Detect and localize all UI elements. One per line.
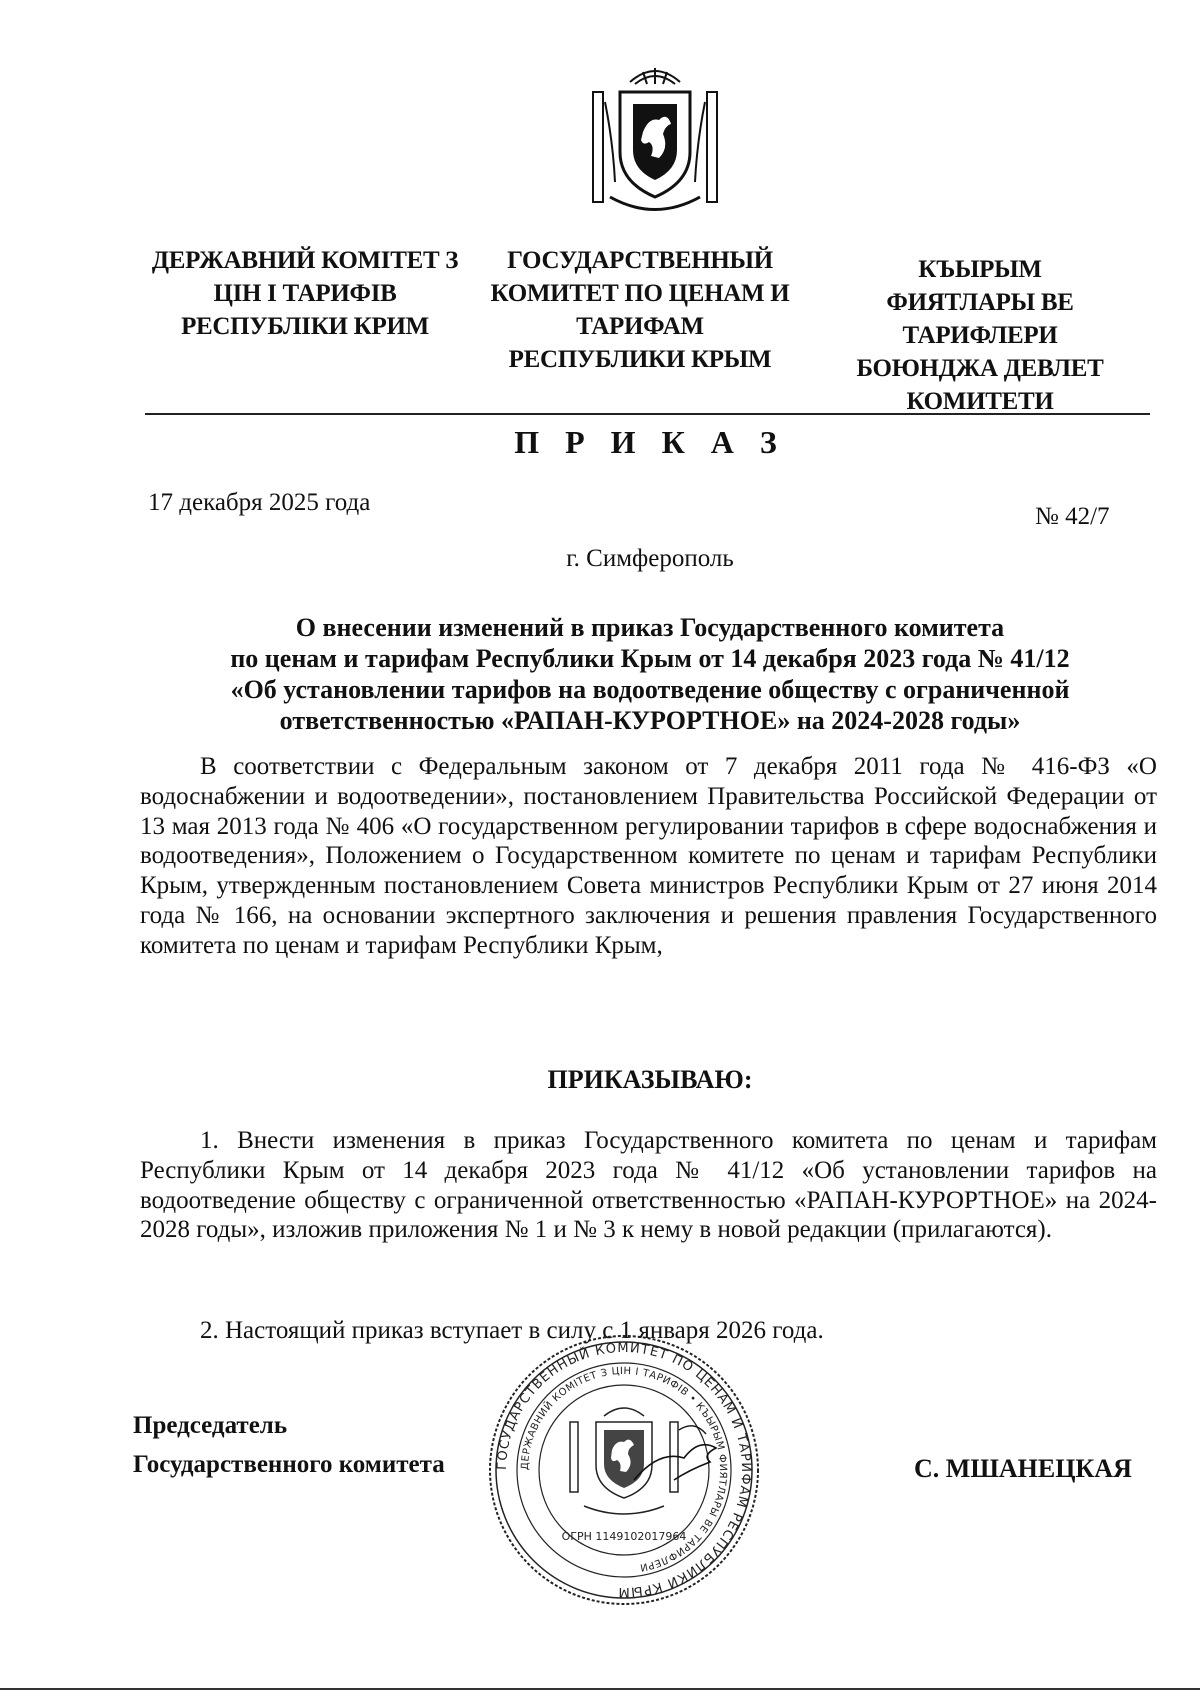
header-crh-line: БОЮНДЖА ДЕВЛЕТ: [856, 355, 1104, 382]
document-number: № 42/7: [1035, 503, 1110, 530]
header-crh-line: ФИЯТЛАРЫ ВЕ ТАРИФЛЕРИ: [886, 289, 1074, 349]
header-ru-line: КОМИТЕТ ПО ЦЕНАМ И: [490, 280, 790, 307]
header-ru: [480, 244, 800, 376]
header-divider: [145, 413, 1150, 415]
header-crh-line: КЪЫРЫМ: [918, 256, 1042, 283]
header-crh-line: КОМИТЕТИ: [906, 388, 1054, 415]
header-ua-line: РЕСПУБЛІКИ КРИМ: [181, 313, 429, 340]
header-crh: [810, 253, 1150, 418]
header-ua: [150, 244, 460, 343]
document-date: 17 декабря 2025 года: [148, 489, 371, 516]
footer-divider: [0, 1688, 1200, 1690]
document-title: П Р И К А З: [514, 424, 786, 460]
order-item-1: 1. Внести изменения в приказ Государственного комитета по ценам и тарифам Республики Крым от 14 декабря 2023 года № 41/12 «Об установлении тарифов на водоотведение обществу с ограниченной ответственностью «РАПАН-КУРОРТНОЕ» на 2024-2028 годы», изложив приложения № 1 и № 3 к нему в новой редакции (прилагаются).: [140, 1127, 1157, 1244]
header-ua-line: ДЕРЖАВНИЙ КОМІТЕТ З: [151, 247, 459, 274]
document-city: г. Симферополь: [566, 545, 734, 572]
subject-line: ответственностью «РАПАН-КУРОРТНОЕ» на 2024-2028 годы»: [279, 706, 1021, 735]
preamble-paragraph: В соответствии с Федеральным законом от 7 декабря 2011 года № 416-ФЗ «О водоснабжении и водоотведении», постановлением Правительства Российской Федерации от 13 мая 2013 года № 406 «О государственном регулировании тарифов в сфере водоснабжения и водоотведения», Положением о Государственном комитете по ценам и тарифам Республики Крым, утвержденным постановлением Совета министров Республики Крым от 27 июня 2014 года № 166, на основании экспертного заключения и решения правления Государственного комитета по ценам и тарифам Республики Крым,: [140, 753, 1157, 959]
subject-line: О внесении изменений в приказ Государственного комитета: [295, 613, 1005, 642]
signatory-name: С. МШАНЕЦКАЯ: [914, 1454, 1132, 1483]
seal-ogrn: ОГРН 1149102017964: [561, 1530, 687, 1543]
subject-line: «Об установлении тарифов на водоотведение обществу с ограниченной: [230, 675, 1070, 704]
seal-outer-text: ГОСУДАРСТВЕННЫЙ КОМИТЕТ ПО ЦЕНАМ И ТАРИФАМ РЕСПУБЛИКИ КРЫМ: [494, 1340, 754, 1600]
crimea-coat-of-arms-icon: [585, 62, 725, 212]
document-subject: [190, 612, 1110, 736]
signatory-title: [133, 1406, 445, 1484]
header-ru-line: ТАРИФАМ: [576, 313, 704, 340]
header-ua-line: ЦІН І ТАРИФІВ: [213, 280, 397, 307]
order-heading: ПРИКАЗЫВАЮ:: [547, 1065, 753, 1094]
subject-line: по ценам и тарифам Республики Крым от 14 декабря 2023 года № 41/12: [230, 644, 1070, 673]
header-ru-line: РЕСПУБЛИКИ КРЫМ: [508, 346, 772, 373]
official-seal-icon: [484, 1330, 764, 1610]
order-item-2: 2. Настоящий приказ вступает в силу с 1 января 2026 года.: [200, 1317, 824, 1344]
header-ru-line: ГОСУДАРСТВЕННЫЙ: [507, 247, 773, 274]
seal-inner-text: ДЕРЖАВНИЙ КОМІТЕТ З ЦІН І ТАРИФІВ • КЪЫРЫМ ФИЯТЛАРЫ ВЕ ТАРИФЛЕРИ: [519, 1365, 729, 1573]
signatory-title-line: Государственного комитета: [133, 1451, 445, 1478]
signatory-title-line: Председатель: [133, 1412, 288, 1439]
